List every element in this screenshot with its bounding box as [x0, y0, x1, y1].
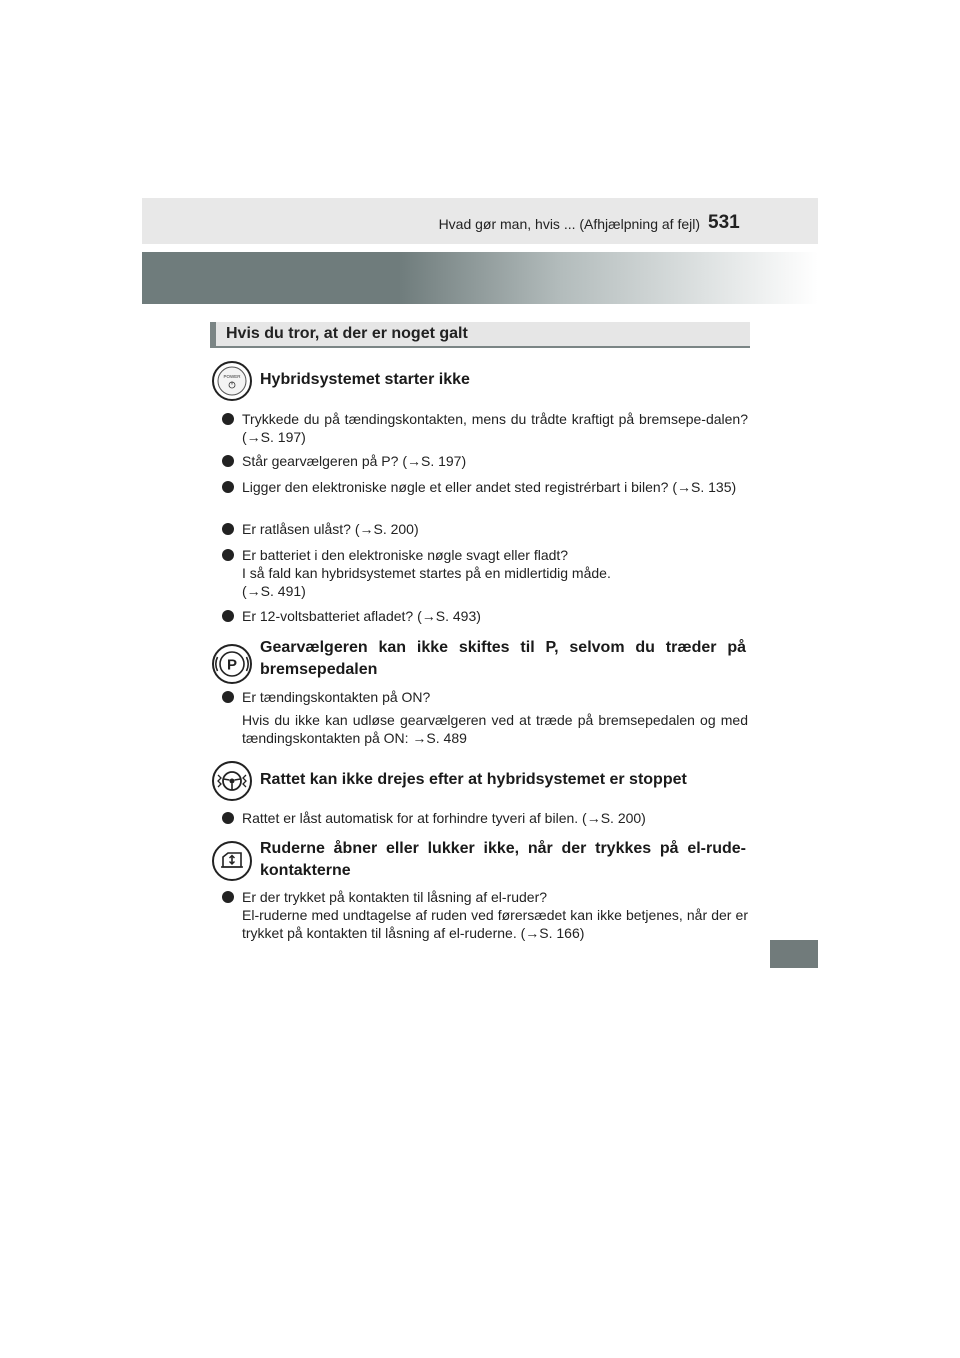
- bullet-dot: [222, 812, 234, 824]
- steering-wheel-icon: [212, 761, 252, 801]
- chapter-band: [142, 252, 818, 304]
- power-button-icon: [212, 361, 252, 401]
- bullet-dot: [222, 549, 234, 561]
- shift-lock-note: Hvis du ikke kan udløse gearvælgeren ved at træde på bremsepedalen og med tændingskontakten på ON: →S. 489: [242, 712, 748, 746]
- bullet-dot: [222, 413, 234, 425]
- section-title: Hvis du tror, at der er noget galt: [226, 325, 468, 342]
- list-item: Er batteriet i den elektroniske nøgle svagt eller fladt? I så fald kan hybridsystemet startes på en midlertidig måde. (→S. 491): [222, 546, 748, 600]
- chapter-tab: [770, 940, 818, 968]
- power-window-icon: [212, 841, 252, 881]
- bullet-dot: [222, 455, 234, 467]
- bullet-dot: [222, 481, 234, 493]
- list-item: Er 12-voltsbatteriet afladet? (→S. 493): [222, 607, 748, 625]
- list-item: Står gearvælgeren på P? (→S. 197): [222, 452, 748, 470]
- list-item: Rattet er låst automatisk for at forhindre tyveri af bilen. (→S. 200): [222, 809, 748, 827]
- heading-windows-not-working: Ruderne åbner eller lukker ikke, når der trykkes på el-rude-kontakterne: [260, 840, 746, 879]
- page-number: 531: [708, 212, 740, 233]
- list-item: Er der trykket på kontakten til låsning af el-ruder? El-ruderne med undtagelse af ruden ved førersædet kan ikke betjenes, når der er trykket på kontakten til låsning af el-ruderne. (→S. 166): [222, 888, 748, 942]
- chapter-title: Hvad gør man, hvis ... (Afhjælpning af fejl): [438, 216, 700, 232]
- bullet-dot: [222, 610, 234, 622]
- section-header: [210, 322, 750, 348]
- heading-shift-lever-stuck: Gearvælgeren kan ikke skiftes til P, selvom du træder på bremsepedalen: [260, 639, 746, 678]
- bullet-dot: [222, 891, 234, 903]
- park-icon-letter: P: [226, 656, 238, 674]
- park-p-icon: [212, 644, 252, 684]
- list-item: Er ratlåsen ulåst? (→S. 200): [222, 520, 748, 538]
- heading-steering-locked: Rattet kan ikke drejes efter at hybridsystemet er stoppet: [260, 771, 687, 788]
- heading-hybrid-not-starting: Hybridsystemet starter ikke: [260, 371, 470, 388]
- bullet-dot: [222, 691, 234, 703]
- power-icon-text: POWER: [223, 374, 241, 379]
- bullet-dot: [222, 523, 234, 535]
- list-item: Er tændingskontakten på ON?: [222, 688, 748, 706]
- list-item: Ligger den elektroniske nøgle et eller andet sted registrérbart i bilen? (→S. 135): [222, 478, 748, 496]
- list-item: Trykkede du på tændingskontakten, mens du trådte kraftigt på bremsepe-dalen? (→S. 197): [222, 410, 748, 446]
- page-header: [142, 198, 818, 244]
